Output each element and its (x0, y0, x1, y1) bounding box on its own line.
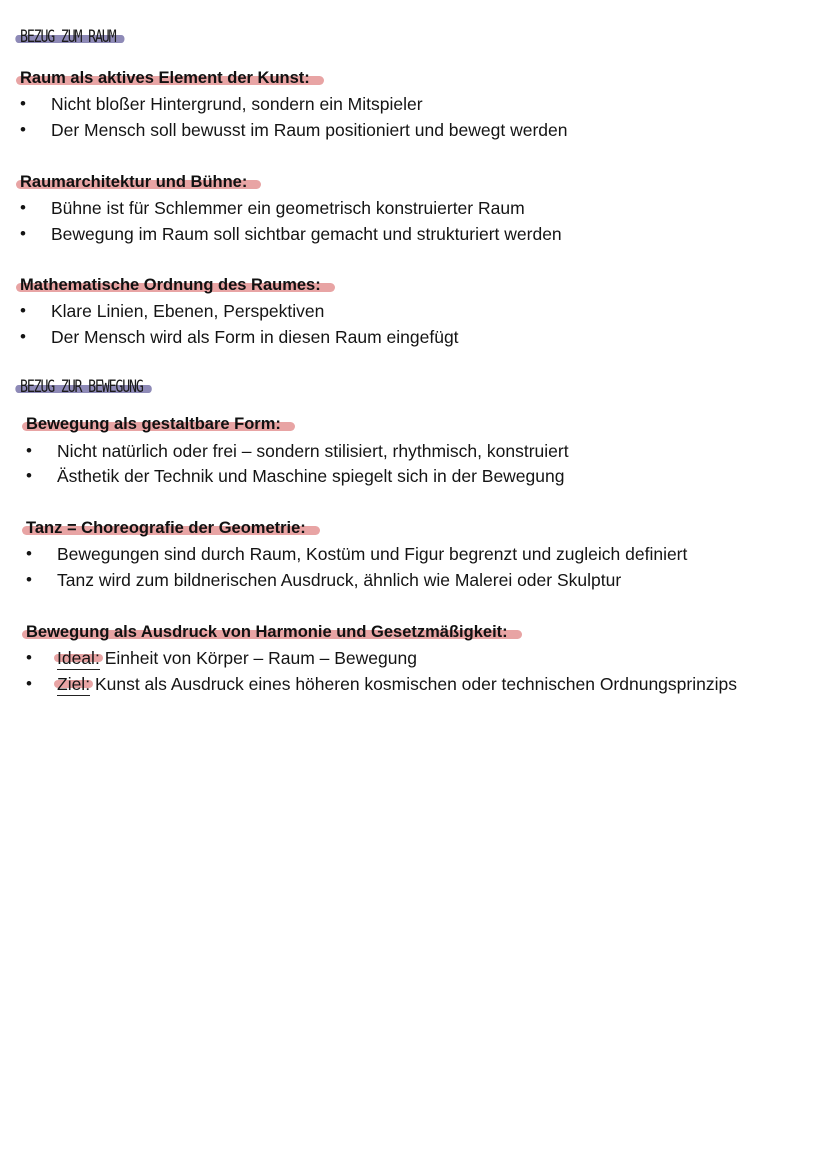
bullet-icon: • (20, 301, 26, 320)
bullet-icon: • (26, 674, 32, 693)
bullet-icon: • (20, 198, 26, 217)
bullet-icon: • (26, 570, 32, 589)
bullet-label: Ziel: (57, 672, 90, 696)
subheading: Tanz = Choreografie der Geometrie: (26, 517, 306, 539)
bullet-icon: • (20, 94, 26, 113)
subheading: Bewegung als Ausdruck von Harmonie und Gesetzmäßigkeit: (26, 621, 508, 643)
bullet-text: Einheit von Körper – Raum – Bewegung (104, 648, 417, 668)
bullet-icon: • (20, 327, 26, 346)
subheading: Raum als aktives Element der Kunst: (20, 67, 310, 89)
bullet-icon: • (26, 648, 32, 667)
bullet-icon: • (20, 120, 26, 139)
section-title-bewegung (20, 376, 143, 398)
subheading: Mathematische Ordnung des Raumes: (20, 274, 321, 296)
bullet-label: Ideal: (57, 646, 100, 670)
bullet-icon: • (26, 441, 32, 460)
bullet-text: Kunst als Ausdruck eines höheren kosmischen oder technischen Ordnungsprinzips (94, 674, 737, 694)
subheading: Bewegung als gestaltbare Form: (26, 413, 281, 435)
bullet-icon: • (26, 544, 32, 563)
section-title-raum (20, 26, 115, 48)
bullet-icon: • (20, 224, 26, 243)
subheading: Raumarchitektur und Bühne: (20, 171, 247, 193)
document-page: BEZUG ZUM RAUM Raum als aktives Element der Kunst: • Nicht bloßer Hintergrund, sondern ein Mitspieler • Der Mensch soll bewusst im Raum positioniert und bewegt werden Raumarchitektur und Bühne: • Bühne ist für Schlemmer ein geometrisch konstruierter Raum • Bewegung im Raum soll sichtbar gemacht und strukturiert werden Mathematische Ordnung des Raumes: • Klare Linien, Ebenen, Perspektiven • Der Mensch wird als Form in diesen Raum eingefügt BEZUG ZUR BEWEGUNG Bewegung als gestaltbare Form: • Nicht natürlich oder frei – sondern stilisiert, rhythmisch, konstruiert • Ästhetik der Technik und Maschine spiegelt sich in der Bewegung Tanz = Choreografie der Geometrie: • Bewegungen sind durch Raum, Kostüm und Figur begrenzt und zugleich definiert • Tanz wird zum bildnerischen Ausdruck, ähnlich wie Malerei oder Skulptur Bewegung als Ausdruck von Harmonie und Gesetzmäßigkeit: • Ideal: Einheit von Körper – Raum – Bewegung • Ziel: Kunst als Ausdruck eines höheren kosmischen oder technischen Ordnungsprinzips (0, 0, 828, 1171)
bullet-icon: • (26, 466, 32, 485)
section-title-text: BEZUG ZUR BEWEGUNG (20, 377, 143, 397)
section-title-text: BEZUG ZUM RAUM (20, 27, 116, 47)
